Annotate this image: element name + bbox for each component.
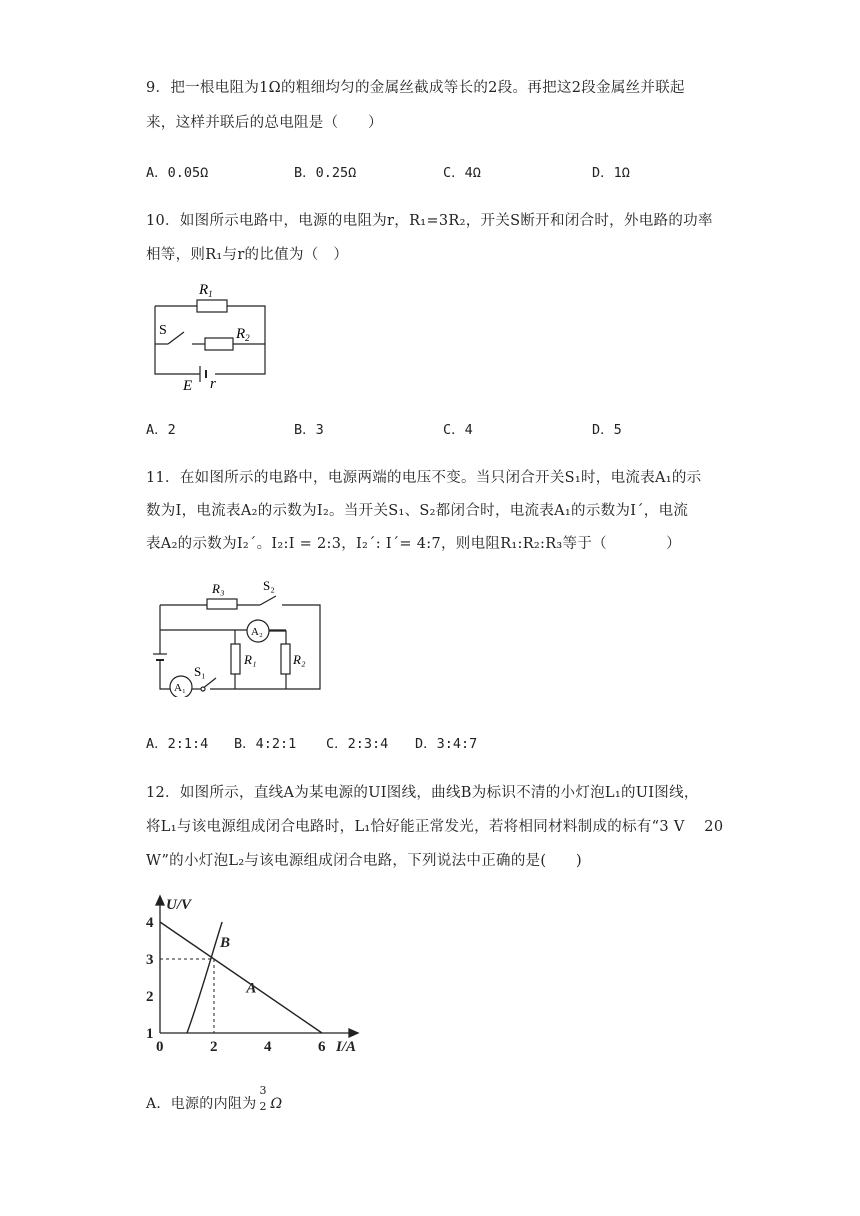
q10-switch-label: S (159, 323, 167, 338)
q11-option-a: A．2:1:4 (146, 736, 209, 752)
q10-circuit-figure (140, 276, 280, 396)
y-axis-label: U/V (166, 897, 192, 913)
q11-line1: 11．在如图所示的电路中，电源两端的电压不变。当只闭合开关S₁时，电流表A₁的示 (146, 470, 702, 486)
q9-option-c: C．4Ω (443, 165, 481, 181)
q9-line1: 9．把一根电阻为1Ω的粗细均匀的金属丝截成等长的2段。再把这2段金属丝并联起 (146, 80, 685, 96)
series-b-curve (187, 922, 222, 1033)
q11-line2: 数为I，电流表A₂的示数为I₂。当开关S₁、S₂都闭合时，电流表A₁的示数为I´，电流 (146, 503, 689, 519)
series-b-label: B (220, 935, 231, 951)
q10-option-d: D．5 (592, 422, 622, 438)
q10-line2: 相等，则R₁与r的比值为（ ） (146, 247, 349, 263)
q10-option-b: B．3 (294, 422, 324, 438)
q9-option-a: A．0.05Ω (146, 165, 209, 181)
q11-s2-label: S₂ (263, 578, 275, 593)
q11-r1-label: R₁ (244, 652, 257, 667)
q12-option-a (146, 1084, 283, 1114)
q11-a2-label: A₂ (251, 626, 263, 638)
q10-option-a: A．2 (146, 422, 176, 438)
q12-option-a-text: A．电源的内阻为 (146, 1096, 257, 1112)
q9-line2: 来，这样并联后的总电阻是（ ） (146, 115, 383, 131)
q12-ui-graph (140, 888, 380, 1063)
y-tick-label-2: 2 (146, 989, 154, 1005)
q11-r3-label: R₃ (212, 581, 225, 596)
q10-internal-r-label: r (210, 376, 216, 392)
q11-r2-label: R₂ (293, 652, 306, 667)
x-axis-label: I/A (336, 1039, 357, 1055)
q12-fraction-numerator: 3 (259, 1084, 267, 1097)
q11-option-d: D．3:4:7 (415, 736, 478, 752)
q11-option-c: C．2:3:4 (326, 736, 389, 752)
q12-line1: 12．如图所示，直线A为某电源的UI图线，曲线B为标识不清的小灯泡L₁的UI图线， (146, 785, 699, 801)
q11-a1-label: A₁ (174, 682, 186, 694)
q10-r2-label: $R_2$ (236, 326, 250, 343)
q9-option-d: D．1Ω (592, 165, 630, 181)
y-tick-label-3: 3 (146, 952, 154, 968)
q12-fraction-denominator: 2 (259, 1100, 267, 1113)
x-tick-label-6: 6 (318, 1039, 326, 1055)
q10-emf-label: E (183, 378, 193, 394)
series-a-line (160, 922, 322, 1033)
y-tick-label-1: 1 (146, 1026, 154, 1042)
origin-label: 0 (156, 1039, 164, 1055)
q9-option-b: B．0.25Ω (294, 165, 357, 181)
q11-circuit-figure (150, 572, 330, 697)
x-axis-arrow (349, 1029, 358, 1037)
y-tick-label-4: 4 (146, 915, 154, 931)
x-tick-label-2: 2 (210, 1039, 218, 1055)
y-axis-arrow (156, 896, 164, 905)
series-a-label: A (246, 980, 257, 997)
q12-option-a-unit: Ω (270, 1096, 283, 1112)
q10-option-c: C．4 (443, 422, 473, 438)
q11-s1-label: S₁ (194, 664, 206, 679)
q12-line2: 将L₁与该电源组成闭合电路时，L₁恰好能正常发光，若将相同材料制成的标有“3 V 20 (146, 819, 724, 835)
q12-option-a-fraction (258, 1084, 270, 1114)
q11-option-b: B．4:2:1 (234, 736, 297, 752)
x-tick-label-4: 4 (264, 1039, 272, 1055)
q10-r1-label: $R_1$ (199, 282, 213, 299)
q11-line3: 表A₂的示数为I₂´。I₂:I = 2:3，I₂´: I´= 4:7，则电阻R₁:R₂:R₃等于（ ） (146, 536, 681, 552)
q12-line3: W”的小灯泡L₂与该电源组成闭合电路，下列说法中正确的是( ) (146, 853, 582, 869)
q10-line1: 10．如图所示电路中，电源的电阻为r，R₁=3R₂，开关S断开和闭合时，外电路的功率 (146, 213, 713, 229)
